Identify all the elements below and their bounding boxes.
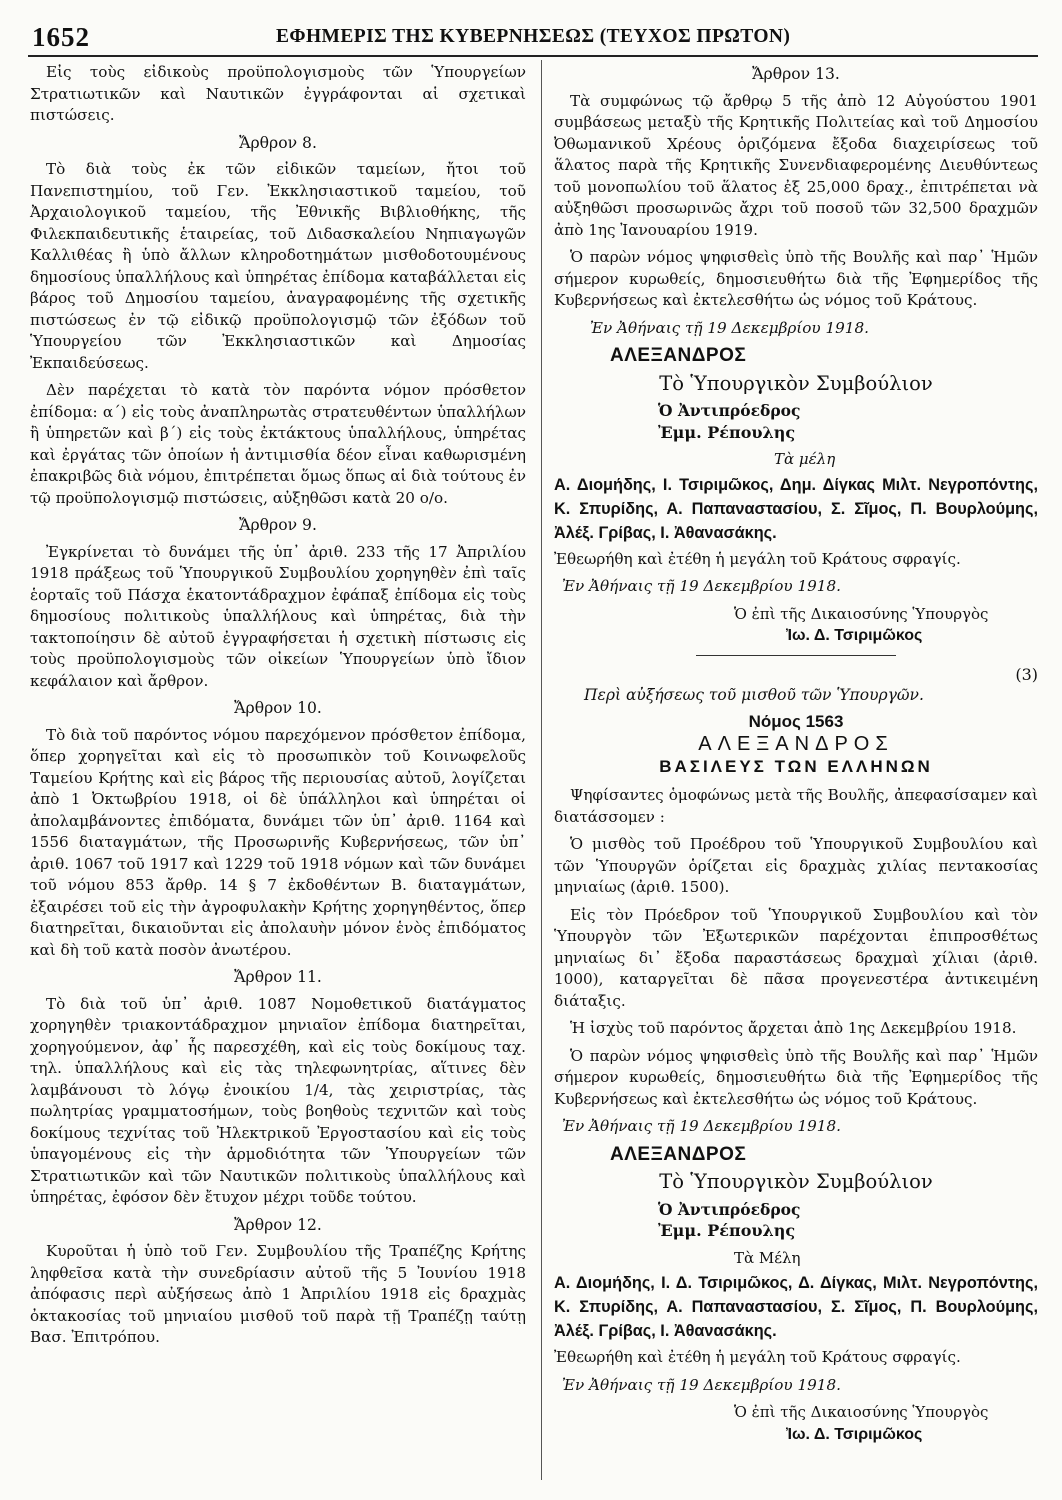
vice-president-title-2: Ὁ Ἀντιπρόεδρος <box>658 1199 801 1219</box>
article-13-heading: Ἄρθρον 13. <box>752 65 840 83</box>
cabinet-heading-1: Τὸ Ὑπουργικὸν Συμβούλιον <box>659 371 933 395</box>
signing-date-1: Ἐν Ἀθήναις τῇ 19 Δεκεμβρίου 1918. <box>590 318 869 337</box>
law-paragraph-2: Εἰς τὸν Πρόεδρον τοῦ Ὑπουργικοῦ Συμβουλίου καὶ τὸν Ὑπουργὸν τῶν Ἐξωτερικῶν παρέχονται ἐπιπροσθέτως μηνιαίως δι᾽ ἔξοδα παραστάσεως δραχμαὶ χίλιαι (ἀριθ. 1000), καταργεῖται δὲ πᾶσα προγενεστέρα ἀντικειμένη διάταξις. <box>554 905 1038 1010</box>
section-rule <box>696 655 896 656</box>
left-column <box>30 62 526 1355</box>
members-label-1: Τὰ μέλη <box>774 450 836 468</box>
gazette-title: ΕΦΗΜΕΡΙΣ ΤΗΣ ΚΥΒΕΡΝΗΣΕΩΣ (ΤΕΥΧΟΣ ΠΡΩΤΟΝ) <box>276 26 791 47</box>
article-10-paragraph: Τὸ διὰ τοῦ παρόντος νόμου παρεχόμενον πρόσθετον ἐπίδομα, ὅπερ χορηγεῖται καὶ εἰς τὸ προσωπικὸν τοῦ Κοινωφελοῦς Ταμείου Κρήτης καὶ εἰς βάρος τῆς περιουσίας αὐτοῦ, λογίζεται ἀπὸ 1 Ὀκτωβρίου 1918, οἱ δὲ ὑπάλληλοι καὶ ὑπηρέται οἱ ἀπολαμβάνοντες ἐπιδόματα, δυνάμει τῶν ὑπ᾽ ἀριθ. 1164 καὶ 1556 διαταγμάτων, τῆς Προσωρινῆς Κυβερνήσεως, τῶν ὑπ᾽ ἀριθ. 1067 τοῦ 1917 καὶ 1229 τοῦ 1918 νόμων καὶ τῶν δυνάμει τοῦ νόμου 853 ἄρθρ. 14 § 7 ἐκδοθέντων Β. διαταγμάτων, ἐξαιρέσει τοῦ εἰς τὴν ἀγροφυλακὴν Κρήτης χορηγηθέντος, ὅπερ διατηρεῖται, δικαιοῦνται εἰς ἀπολαυὴν μόνον ἑνὸς ἐπιδόματος καὶ δὴ τοῦ κατὰ ποσὸν ἀνωτέρου. <box>30 725 526 959</box>
article-9-paragraph: Ἐγκρίνεται τὸ δυνάμει τῆς ὑπ᾽ ἀριθ. 233 τῆς 17 Ἀπριλίου 1918 πράξεως τοῦ Ὑπουργικοῦ Συμβουλίου χορηγηθὲν ἐπὶ ταῖς ἑορταῖς τοῦ Πάσχα ἑκατοντάδραχμον ἐφάπαξ ἐπίδομα εἰς τοὺς δημοσίους πολιτικοὺς ὑπαλλήλους καὶ ὑπηρέτας, διὰ τὴν τακτοποίησιν δὲ αὐτοῦ ἐγγραφήσεται ἡ σχετικὴ πίστωσις εἰς τοὺς προϋπολογισμοὺς τῶν οἰκείων Ὑπουργείων ὑπὸ ἴδιον κεφάλαιον καὶ ἄρθρον. <box>30 542 526 690</box>
article-11-heading: Ἄρθρον 11. <box>234 968 322 986</box>
law-paragraph-3: Ἡ ἰσχὺς τοῦ παρόντος ἄρχεται ἀπὸ 1ης Δεκεμβρίου 1918. <box>570 1019 1017 1037</box>
page-header <box>28 18 1038 52</box>
cabinet-heading-2: Τὸ Ὑπουργικὸν Συμβούλιον <box>659 1170 933 1193</box>
intro-paragraph: Εἰς τοὺς εἰδικοὺς προϋπολογισμοὺς τῶν Ὑπουργείων Στρατιωτικῶν καὶ Ναυτικῶν ἐγγράφονται αἱ σχετικαὶ πιστώσεις. <box>30 63 526 124</box>
vice-president-name-2: Ἐμμ. Ρέπουλης <box>658 1221 796 1240</box>
page-number: 1652 <box>32 22 90 52</box>
law-preamble: Ψηφίσαντες ὁμοφώνως μετὰ τῆς Βουλῆς, ἀπεφασίσαμεν καὶ διατάσσομεν : <box>554 786 1038 826</box>
law-subject: Περὶ αὐξήσεως τοῦ μισθοῦ τῶν Ὑπουργῶν. <box>584 686 924 704</box>
minister-name-1: Ἰω. Δ. Τσιριμῶκος <box>786 627 923 644</box>
king-signature-2: ΑΛΕΞΑΝΔΡΟΣ <box>610 1143 747 1165</box>
members-label-2: Τὰ Μέλη <box>734 1248 801 1267</box>
right-column <box>554 62 1038 1453</box>
closing-formula-2: Ὁ παρὼν νόμος ψηφισθεὶς ὑπὸ τῆς Βουλῆς καὶ παρ᾽ Ἡμῶν σήμερον κυρωθείς, δημοσιευθήτω διὰ τῆς Ἐφημερίδος τῆς Κυβερνήσεως καὶ ἐκτελεσθήτω ὡς νόμος τοῦ Κράτους. <box>554 1046 1038 1108</box>
king-signature-1: ΑΛΕΞΑΝΔΡΟΣ <box>610 345 747 366</box>
minister-title-1: Ὁ ἐπὶ τῆς Δικαιοσύνης Ὑπουργὸς <box>734 604 989 623</box>
closing-formula-1: Ὁ παρὼν νόμος ψηφισθεὶς ὑπὸ τῆς Βουλῆς καὶ παρ᾽ Ἡμῶν σήμερον κυρωθείς, δημοσιευθήτω διὰ τῆς Ἐφημερίδος τῆς Κυβερνήσεως καὶ ἐκτελεσθήτω ὡς νόμος τοῦ Κράτους. <box>554 248 1038 309</box>
article-12-paragraph: Κυροῦται ἡ ὑπὸ τοῦ Γεν. Συμβουλίου τῆς Τραπέζης Κρήτης ληφθεῖσα κατὰ τὴν συνεδρίασιν αὐτοῦ τῆς 5 Ἰουνίου 1918 ἀπόφασις περὶ αὐξήσεως ἀπὸ 1 Ἀπριλίου 1918 εἰς δραχμὰς ὀκτακοσίας τοῦ μηνιαίου μισθοῦ τοῦ παρὰ τῇ Τραπέζῃ ταύτῃ Βασ. Ἐπιτρόπου. <box>30 1242 526 1346</box>
law-paragraph-1: Ὁ μισθὸς τοῦ Προέδρου τοῦ Ὑπουργικοῦ Συμβουλίου καὶ τῶν Ὑπουργῶν ὁρίζεται εἰς δραχμὰς χιλίας πεντακοσίας μηνιαίως (ἀριθ. 1500). <box>554 835 1038 896</box>
minister-title-2: Ὁ ἐπὶ τῆς Δικαιοσύνης Ὑπουργὸς <box>734 1403 989 1421</box>
article-9-heading: Ἄρθρον 9. <box>239 516 317 534</box>
signing-date-4: Ἐν Ἀθήναις τῇ 19 Δεκεμβρίου 1918. <box>562 1375 841 1394</box>
signing-date-2: Ἐν Ἀθήναις τῇ 19 Δεκεμβρίου 1918. <box>562 577 841 595</box>
article-10-heading: Ἄρθρον 10. <box>234 699 322 717</box>
vice-president-name-1: Ἐμμ. Ρέπουλης <box>658 422 796 442</box>
seal-note-1: Ἐθεωρήθη καὶ ἐτέθη ἡ μεγάλη τοῦ Κράτους σφραγίς. <box>554 549 961 568</box>
article-8-paragraph-1: Τὸ διὰ τοὺς ἐκ τῶν εἰδικῶν ταμείων, ἤτοι τοῦ Πανεπιστημίου, τοῦ Γεν. Ἐκκλησιαστικοῦ ταμείου, τοῦ Ἀρχαιολογικοῦ ταμείου, τῆς Ἐθνικῆς Βιβλιοθήκης, τῆς Φιλεκπαιδευτικῆς ἑταιρείας, τοῦ Διδασκαλείου Νηπιαγωγῶν Καλλιθέας ἢ ὑπὸ ἄλλων κληροδοτημάτων μισθοδοτουμένους δημοσίους ὑπαλλήλους καὶ ὑπηρέτας ἐπίδομα καταβάλλεται εἰς βάρος τοῦ Δημοσίου ταμείου, ἀναγραφομένης τῆς σχετικῆς πιστώσεως ἐν τῷ εἰδικῷ προϋπολογισμῷ τῶν ἐξόδων τοῦ Ὑπουργείου τῶν Ἐκκλησιαστικῶν καὶ Δημοσίας Ἐκπαιδεύσεως. <box>30 160 526 372</box>
king-heading: ΑΛΕΞΑΝΔΡΟΣ <box>698 733 894 755</box>
header-rule <box>28 55 1038 57</box>
signing-date-3: Ἐν Ἀθήναις τῇ 19 Δεκεμβρίου 1918. <box>562 1117 841 1135</box>
article-12-heading: Ἄρθρον 12. <box>234 1215 322 1234</box>
article-11-paragraph: Τὸ διὰ τοῦ ὑπ᾽ ἀριθ. 1087 Νομοθετικοῦ διατάγματος χορηγηθὲν τριακοντάδραχμον μηνιαῖον ἐπίδομα διατηρεῖται, χορηγούμενον, ἀφ᾽ ἧς παρεσχέθη, καὶ εἰς τοὺς δοκίμους ταχ. τηλ. ὑπαλλήλους καὶ εἰς τὰς τηλεφωνητρίας, αἵτινες δὲν λαμβάνουσι τὸ λόγῳ ἐνοικίου 1/4, τὰς χειριστρίας, τὰς πωλητρίας γραμματοσήμων, τοὺς βοηθοὺς τεχνιτῶν καὶ τοὺς δοκίμους τεχνίτας τοῦ Ἠλεκτρικοῦ Ἐργοστασίου καὶ εἰς τοὺς ὑπαγομένους εἰς τὴν ἁρμοδιότητα τῶν Ὑπουργείων τῶν Στρατιωτικῶν καὶ τῶν Ναυτικῶν πολιτικοὺς ὑπαλλήλους καὶ ὑπηρέτας, ἐφόσον δὲν ἔτυχον μέχρι τοῦδε τούτου. <box>30 994 526 1206</box>
column-divider <box>541 60 542 1480</box>
seal-note-2: Ἐθεωρήθη καὶ ἐτέθη ἡ μεγάλη τοῦ Κράτους σφραγίς. <box>554 1348 961 1366</box>
king-title: ΒΑΣΙΛΕΥΣ ΤΩΝ ΕΛΛΗΝΩΝ <box>659 756 933 776</box>
members-list-1: Α. Διομήδης, Ι. Τσιριμῶκος, Δημ. Δίγκας Μιλτ. Νεγροπόντης, Κ. Σπυρίδης, Α. Παπαναστασίου, Σ. Σῖμος, Π. Βουρλούμης, Ἀλέξ. Γρίβας, Ι. Ἀθανασάκης. <box>554 475 1038 542</box>
article-8-heading: Ἄρθρον 8. <box>239 133 317 152</box>
document-number: (3) <box>1015 664 1038 684</box>
vice-president-title-1: Ὁ Ἀντιπρόεδρος <box>658 401 801 420</box>
law-number: Νόμος 1563 <box>748 711 844 731</box>
article-13-paragraph: Τὰ συμφώνως τῷ ἄρθρῳ 5 τῆς ἀπὸ 12 Αὐγούστου 1901 συμβάσεως μεταξὺ τῆς Κρητικῆς Πολιτείας καὶ τοῦ Δημοσίου Ὀθωμανικοῦ Χρέους ὁριζόμενα ἔξοδα διαχειρίσεως τοῦ ἅλατος παρὰ τῆς Κρητικῆς Συνενδιαφερομένης Διευθύντεως τοῦ μονοπωλίου τοῦ ἅλατος ἐξ 25,000 δραχ., ἐπιτρέπεται νὰ αὐξηθῶσι προσωρινῶς ἄχρι τοῦ ποσοῦ τῶν 32,500 δραχμῶν ἀπὸ 1ης Ἰανουαρίου 1919. <box>554 91 1038 239</box>
members-list-2: Α. Διομήδης, Ι. Δ. Τσιριμῶκος, Δ. Δίγκας, Μιλτ. Νεγροπόντης, Κ. Σπυρίδης, Α. Παπαναστασίου, Σ. Σῖμος, Π. Βουρλούμης, Ἀλέξ. Γρίβας, Ι. Ἀθανασάκης. <box>554 1274 1038 1340</box>
minister-name-2: Ἰω. Δ. Τσιριμῶκος <box>786 1425 923 1443</box>
article-8-paragraph-2: Δὲν παρέχεται τὸ κατὰ τὸν παρόντα νόμον πρόσθετον ἐπίδομα: α΄) εἰς τοὺς ἀναπληρωτὰς στρατευθέντων ὑπαλλήλων ἢ ὑπηρετῶν καὶ β΄) εἰς τοὺς ἐκτάκτους ὑπαλλήλους, ὑπηρέτας καὶ ἐργάτας τῶν ὁποίων ἡ ἀντιμισθία δέον εἶναι καθωρισμένη ἐπακριβῶς διὰ νόμου, ἐπιτρέπεται ὅμως ὅπως αἱ διὰ τούτους ἐν τῷ προϋπολογισμῷ πιστώσεις, αὐξηθῶσι κατὰ 20 ο/ο. <box>30 381 526 507</box>
